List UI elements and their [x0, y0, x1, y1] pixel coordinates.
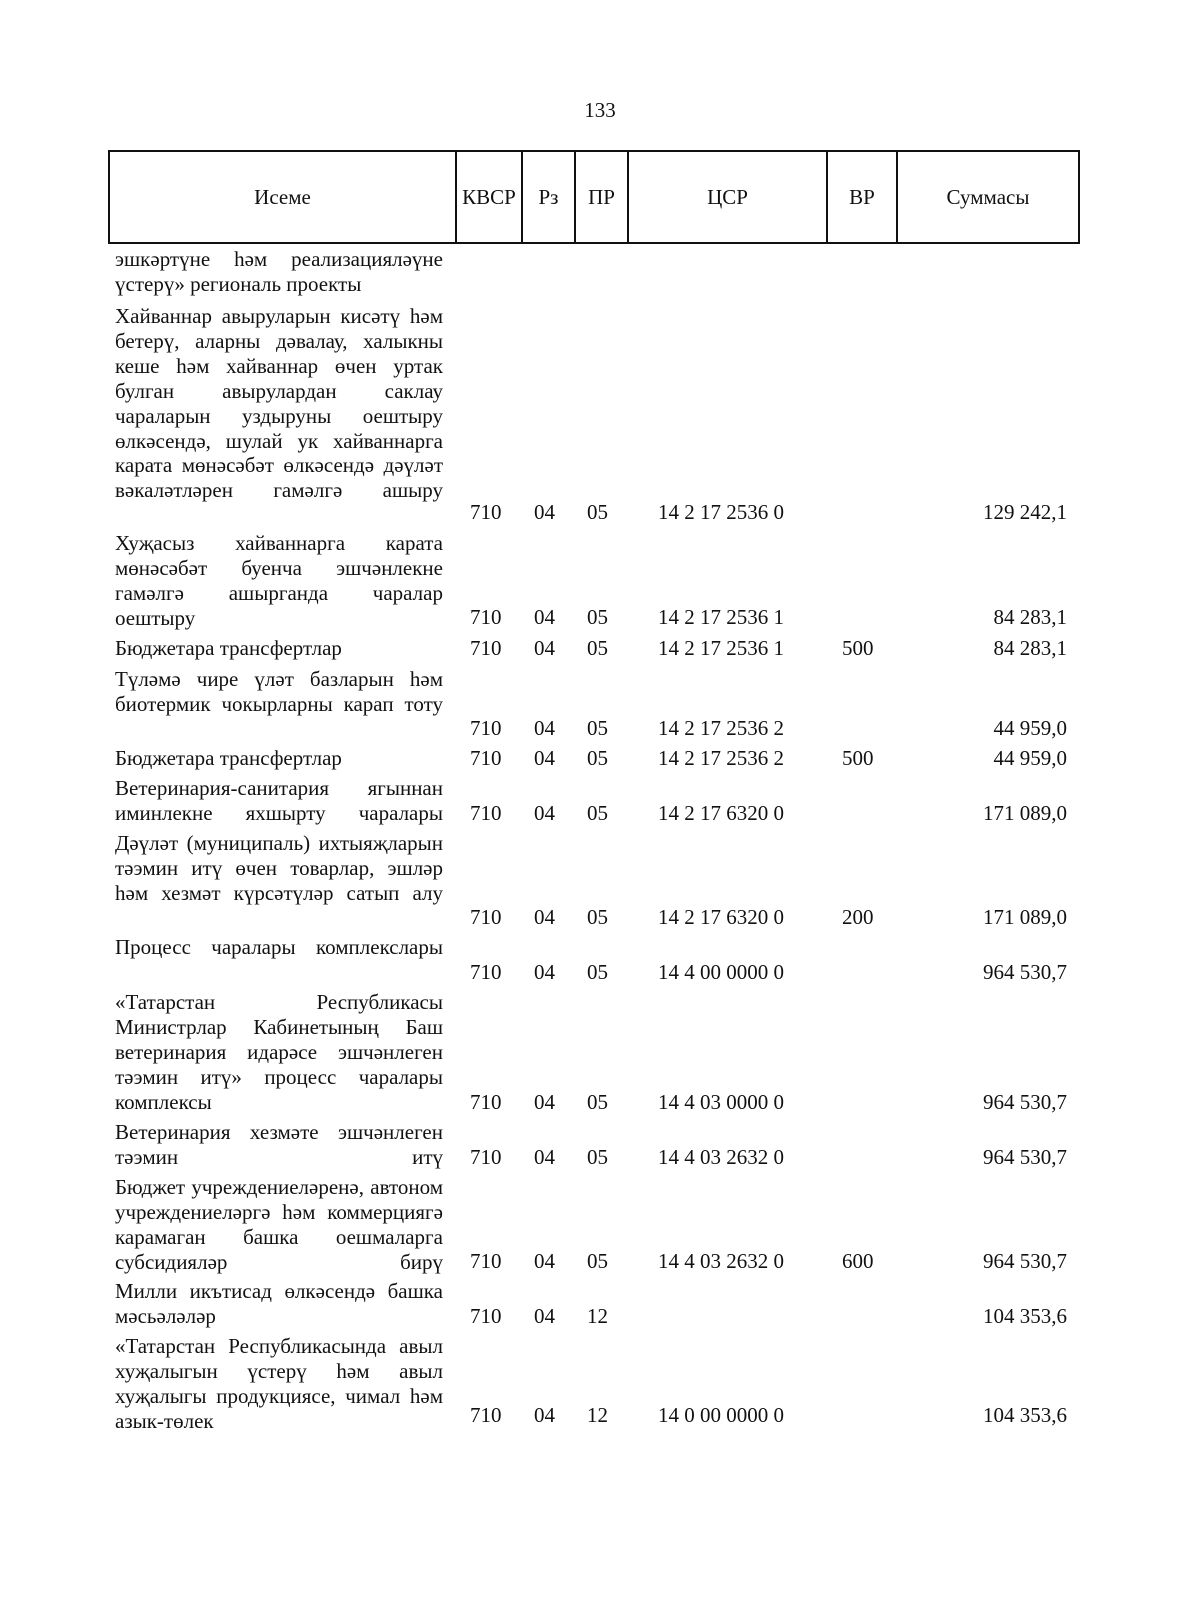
row-name: Милли икътисад өлкәсендә башка мәсьәләләр: [115, 1279, 443, 1328]
row-csr: 14 2 17 6320 0: [658, 801, 784, 825]
row-sum: 964 530,7: [983, 1249, 1067, 1273]
row-kvsr: 710: [470, 746, 502, 770]
row-name: Бюджет учреждениеләренә, автоном учреждениеләргә һәм коммерциягә карамаган башка оешмаларга субсидияләр бирү: [115, 1175, 443, 1274]
row-kvsr: 710: [470, 1249, 502, 1273]
row-csr: 14 2 17 2536 2: [658, 746, 784, 770]
row-csr: 14 2 17 6320 0: [658, 905, 784, 929]
row-kvsr: 710: [470, 1145, 502, 1169]
header-pr: ПР: [576, 152, 629, 242]
row-sum: 964 530,7: [983, 960, 1067, 984]
row-kvsr: 710: [470, 1090, 502, 1114]
row-rz: 04: [534, 1249, 555, 1273]
header-csr: ЦСР: [629, 152, 828, 242]
row-csr: 14 2 17 2536 1: [658, 605, 784, 629]
row-csr: 14 4 00 0000 0: [658, 960, 784, 984]
row-name: Хуҗасыз хайваннарга карата мөнәсәбәт буенча эшчәнлекне гамәлгә ашырганда чаралар оештыру: [115, 531, 443, 630]
row-name: Бюджетара трансфертлар: [115, 636, 342, 660]
row-name: эшкәртүне һәм реализацияләүне үстерү» региональ проекты: [115, 247, 443, 296]
row-rz: 04: [534, 746, 555, 770]
row-csr: 14 4 03 0000 0: [658, 1090, 784, 1114]
row-rz: 04: [534, 1090, 555, 1114]
row-pr: 05: [587, 716, 608, 740]
row-kvsr: 710: [470, 1403, 502, 1427]
row-pr: 12: [587, 1403, 608, 1427]
row-csr: 14 2 17 2536 0: [658, 500, 784, 524]
row-name: Хайваннар авыруларын кисәтү һәм бетерү, аларны дәвалау, халыкны кеше һәм хайваннар өчен уртак булган авырулардан саклау чараларын уздыруны оештыру өлкәсендә, шулай ук хайваннарга карата мөнәсәбәт өлкәсендә дәүләт вәкаләтләрен гамәлгә ашыру: [115, 304, 443, 503]
row-rz: 04: [534, 1145, 555, 1169]
row-name: Процесс чаралары комплекслары: [115, 935, 443, 959]
row-kvsr: 710: [470, 905, 502, 929]
row-rz: 04: [534, 801, 555, 825]
row-pr: 05: [587, 905, 608, 929]
row-pr: 05: [587, 500, 608, 524]
row-sum: 104 353,6: [983, 1304, 1067, 1328]
row-sum: 964 530,7: [983, 1090, 1067, 1114]
row-sum: 171 089,0: [983, 905, 1067, 929]
row-vr: 200: [842, 905, 874, 929]
row-kvsr: 710: [470, 801, 502, 825]
row-vr: 600: [842, 1249, 874, 1273]
row-csr: 14 0 00 0000 0: [658, 1403, 784, 1427]
row-name: Түләмә чире үләт базларын һәм биотермик чокырларны карап тоту: [115, 667, 443, 716]
row-kvsr: 710: [470, 605, 502, 629]
row-vr: 500: [842, 746, 874, 770]
row-name: Бюджетара трансфертлар: [115, 746, 342, 770]
row-pr: 05: [587, 960, 608, 984]
row-sum: 129 242,1: [983, 500, 1067, 524]
row-kvsr: 710: [470, 1304, 502, 1328]
row-name: Дәүләт (муниципаль) ихтыяҗларын тәэмин итү өчен товарлар, эшләр һәм хезмәт күрсәтүләр сатып алу: [115, 831, 443, 905]
row-pr: 12: [587, 1304, 608, 1328]
row-sum: 84 283,1: [993, 605, 1067, 629]
page-number: 133: [584, 98, 616, 122]
row-kvsr: 710: [470, 716, 502, 740]
row-rz: 04: [534, 636, 555, 660]
row-sum: 44 959,0: [993, 716, 1067, 740]
row-name: Ветеринария-санитария ягыннан иминлекне яхшырту чаралары: [115, 776, 443, 825]
row-rz: 04: [534, 605, 555, 629]
header-vr: ВР: [828, 152, 898, 242]
row-sum: 104 353,6: [983, 1403, 1067, 1427]
row-csr: 14 2 17 2536 1: [658, 636, 784, 660]
row-rz: 04: [534, 716, 555, 740]
row-name: Ветеринария хезмәте эшчәнлеген тәэмин итү: [115, 1120, 443, 1169]
row-sum: 964 530,7: [983, 1145, 1067, 1169]
row-csr: 14 4 03 2632 0: [658, 1145, 784, 1169]
header-name: Исеме: [110, 152, 457, 242]
row-kvsr: 710: [470, 636, 502, 660]
header-rz: Рз: [523, 152, 576, 242]
row-pr: 05: [587, 1249, 608, 1273]
row-kvsr: 710: [470, 500, 502, 524]
row-pr: 05: [587, 746, 608, 770]
row-sum: 44 959,0: [993, 746, 1067, 770]
row-pr: 05: [587, 1090, 608, 1114]
row-sum: 171 089,0: [983, 801, 1067, 825]
row-rz: 04: [534, 500, 555, 524]
header-sum: Суммасы: [946, 184, 1030, 209]
row-sum: 84 283,1: [993, 636, 1067, 660]
header-kvsr: КВСР: [457, 152, 523, 242]
table-header: [108, 150, 1080, 244]
row-pr: 05: [587, 1145, 608, 1169]
row-rz: 04: [534, 1304, 555, 1328]
row-rz: 04: [534, 960, 555, 984]
row-pr: 05: [587, 636, 608, 660]
row-name: «Татарстан Республикасы Министрлар Кабинетының Баш ветеринария идарәсе эшчәнлеген тәэмин итү» процесс чаралары комплексы: [115, 990, 443, 1114]
row-csr: 14 2 17 2536 2: [658, 716, 784, 740]
row-csr: 14 4 03 2632 0: [658, 1249, 784, 1273]
row-kvsr: 710: [470, 960, 502, 984]
row-rz: 04: [534, 905, 555, 929]
row-rz: 04: [534, 1403, 555, 1427]
row-vr: 500: [842, 636, 874, 660]
row-pr: 05: [587, 605, 608, 629]
row-name: «Татарстан Республикасында авыл хуҗалыгын үстерү һәм авыл хуҗалыгы продукциясе, чимал һәм азык-төлек: [115, 1334, 443, 1433]
row-pr: 05: [587, 801, 608, 825]
